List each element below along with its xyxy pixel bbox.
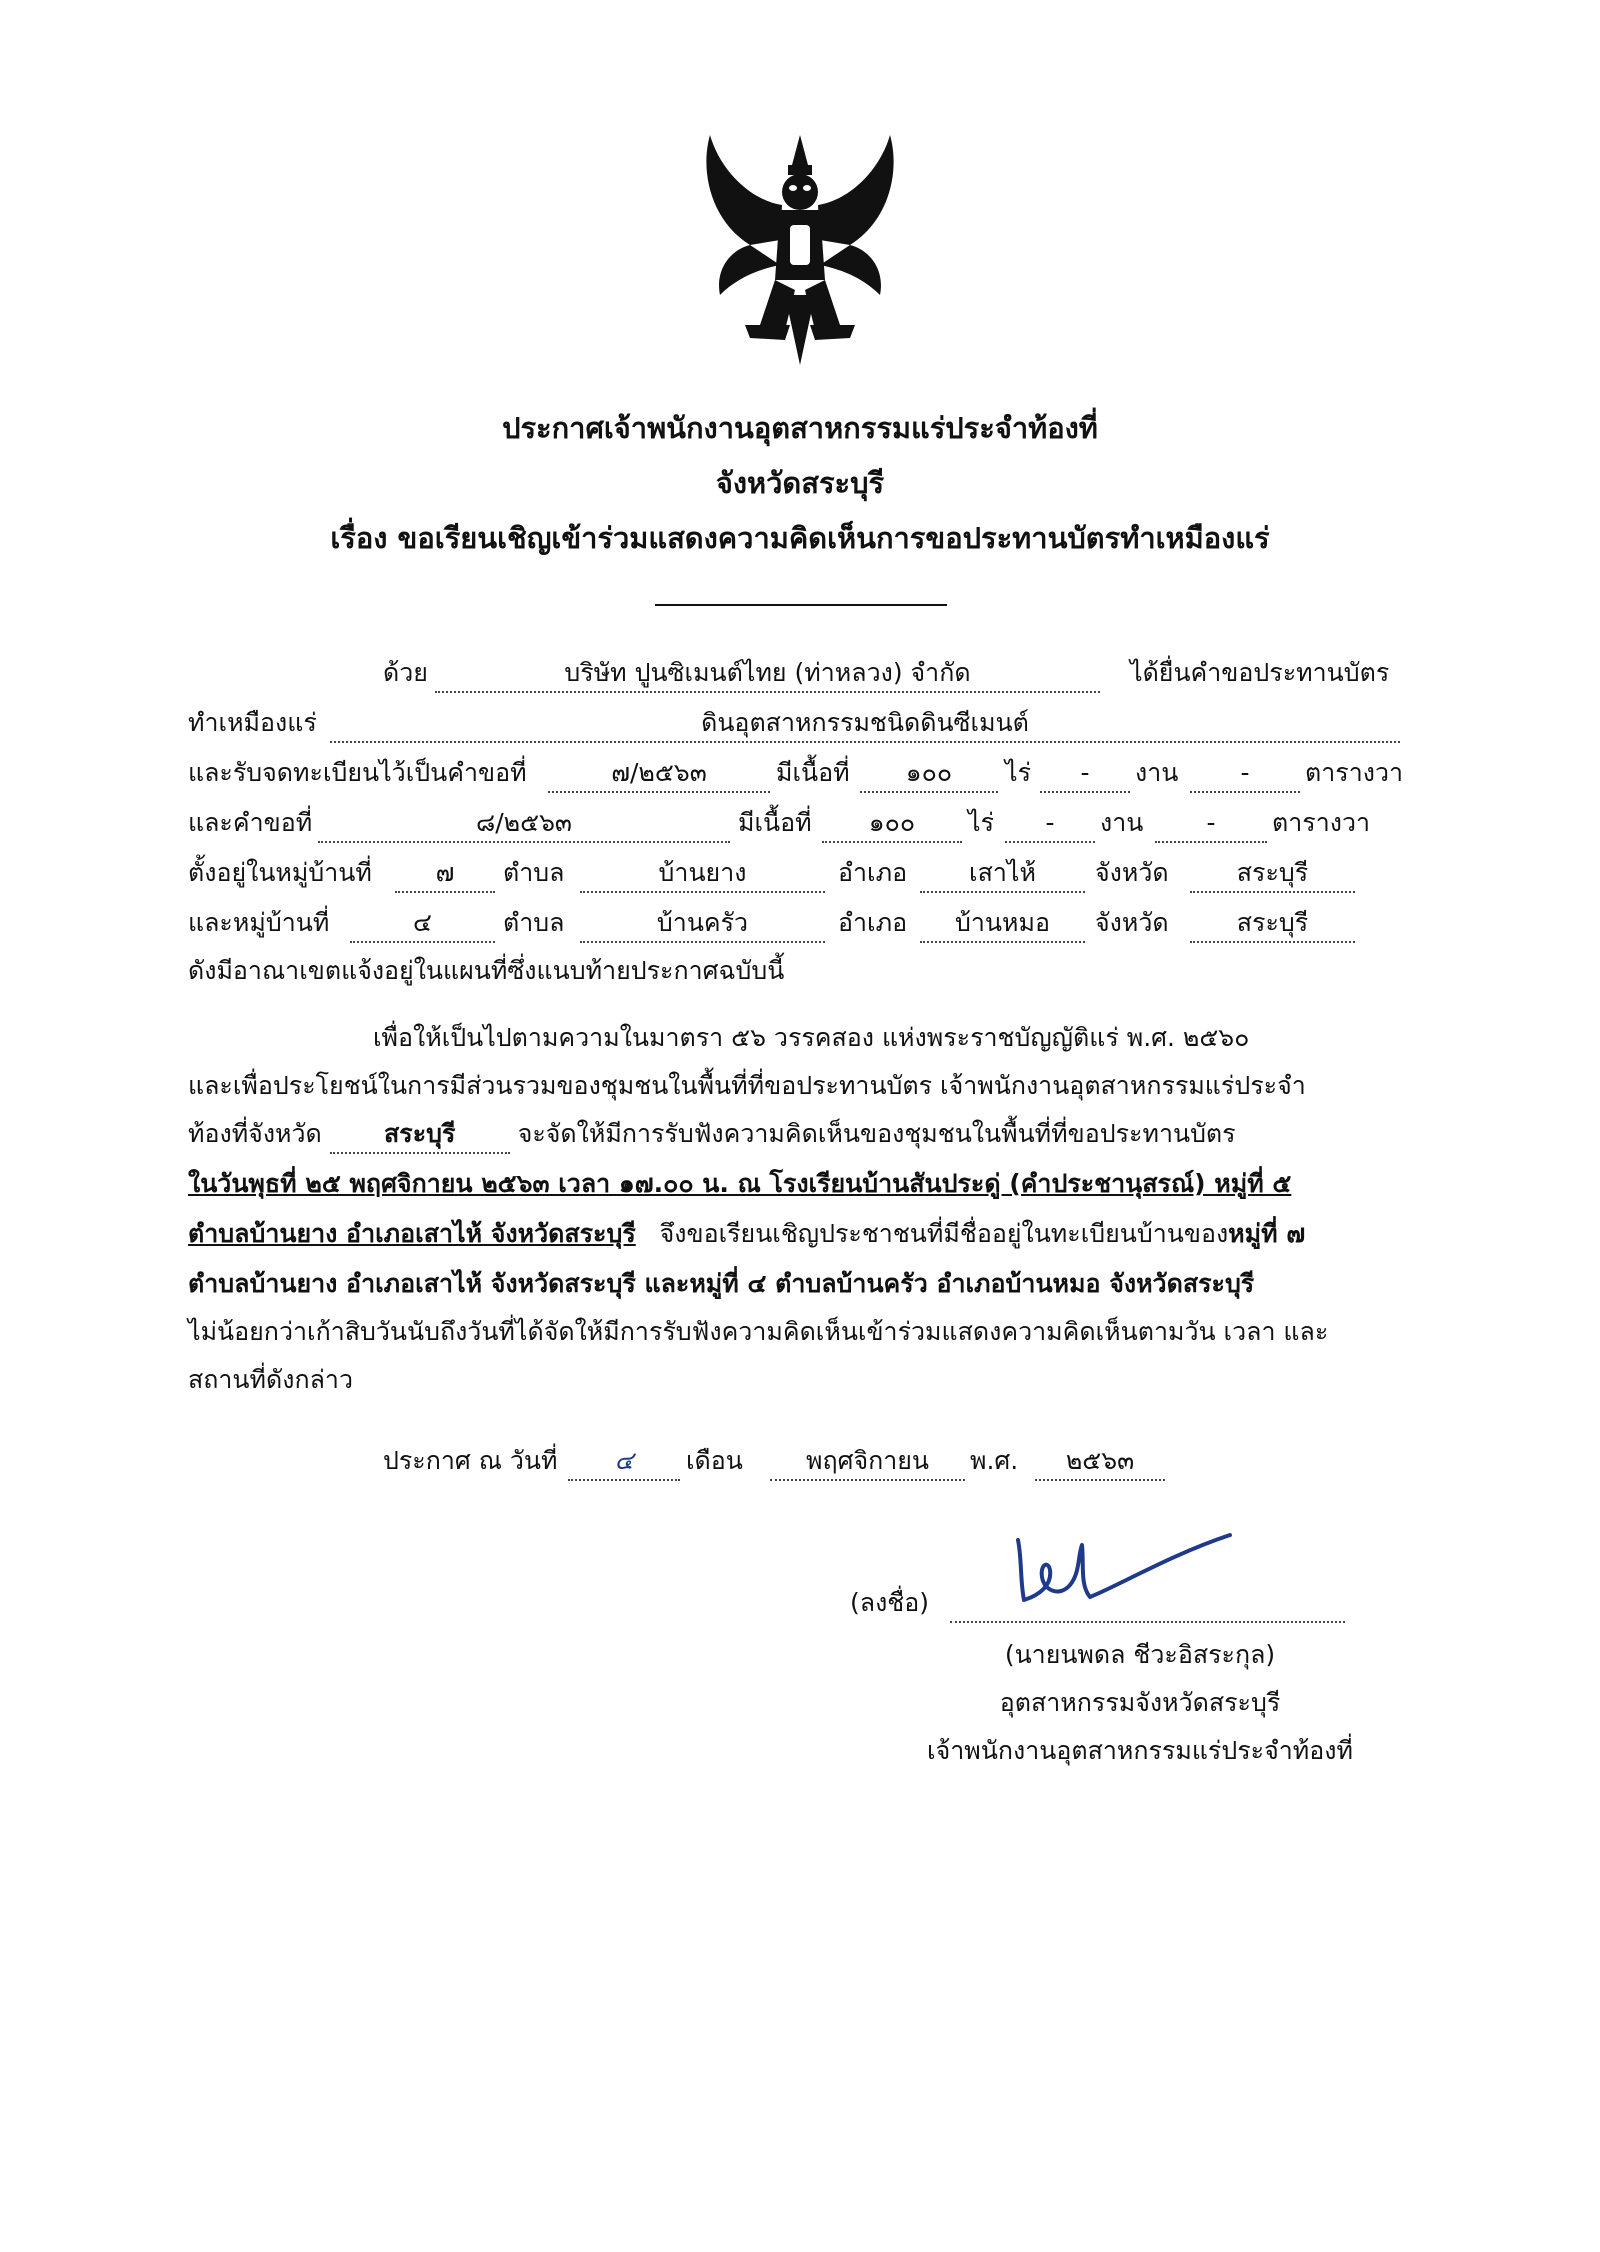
paragraph-line: ตำบลบ้านยาง อำเภอเสาไห้ จังหวัดสระบุรี และหมู่ที่ ๔ ตำบลบ้านครัว อำเภอบ้านหมอ จังหวัดสระบุรี: [188, 1269, 1255, 1298]
paragraph-line: และเพื่อประโยชน์ในการมีส่วนรวมของชุมชนในพื้นที่ที่ขอประทานบัตร เจ้าพนักงานอุตสาหกรรมแร่ประจำ: [188, 1071, 1306, 1100]
tambon-label-2: ตำบล: [503, 908, 565, 937]
announce-month: พฤศจิกายน: [770, 1443, 965, 1481]
wa-value-1: -: [1190, 755, 1300, 793]
signer-name: (นายนพดล ชีวะอิสระกุล): [1004, 1640, 1276, 1669]
ngan-label: งาน: [1135, 758, 1179, 787]
hearing-location: ตำบลบ้านยาง อำเภอเสาไห้ จังหวัดสระบุรี: [188, 1219, 636, 1248]
ngan-value-1: -: [1040, 755, 1130, 793]
province-1: สระบุรี: [1190, 855, 1355, 893]
company-field: บริษัท ปูนซิเมนต์ไทย (ท่าหลวง) จำกัด: [435, 655, 1100, 693]
paragraph-line: ไม่น้อยกว่าเก้าสิบวันนับถึงวันที่ได้จัดให้มีการรับฟังความคิดเห็นเข้าร่วมแสดงความคิดเห็นตามวัน เวลา และ: [188, 1317, 1329, 1346]
paragraph-line: [188, 1116, 1236, 1154]
rai-label: ไร่: [1005, 758, 1032, 787]
village-label-1: ตั้งอยู่ในหมู่บ้านที่: [188, 858, 372, 887]
garuda-emblem-icon: [690, 130, 910, 370]
village-no-1: ๗: [395, 855, 495, 893]
subject-title: เรื่อง ขอเรียนเชิญเข้าร่วมแสดงความคิดเห็นการขอประทานบัตรทำเหมืองแร่: [330, 521, 1270, 555]
wa-value-2: -: [1155, 805, 1267, 843]
area-label: มีเนื้อที่: [776, 758, 850, 787]
wa-label-2: ตารางวา: [1272, 808, 1371, 837]
by-label: ด้วย: [383, 658, 428, 687]
rai-value-2: ๑๐๐: [822, 805, 962, 843]
amphoe-label-1: อำเภอ: [838, 858, 908, 887]
mineral-field: ดินอุตสาหกรรมชนิดดินซีเมนต์: [330, 705, 1400, 743]
village-label-2: และหมู่บ้านที่: [188, 908, 330, 937]
signer-title: เจ้าพนักงานอุตสาหกรรมแร่ประจำท้องที่: [927, 1736, 1353, 1765]
hearing-province: สระบุรี: [330, 1116, 510, 1154]
tambon-label-1: ตำบล: [503, 858, 565, 887]
tambon-2: บ้านครัว: [580, 905, 825, 943]
boundary-text: ดังมีอาณาเขตแจ้งอยู่ในแผนที่ซึ่งแนบท้ายประกาศฉบับนี้: [188, 956, 785, 985]
paragraph-text: ท้องที่จังหวัด: [188, 1119, 322, 1148]
ngan-value-2: -: [1005, 805, 1095, 843]
title-divider: [655, 604, 947, 606]
tambon-1: บ้านยาง: [580, 855, 825, 893]
announce-label: ประกาศ ณ วันที่: [383, 1446, 558, 1475]
province-2: สระบุรี: [1190, 905, 1355, 943]
province-label-2: จังหวัด: [1095, 908, 1169, 937]
rai-value-1: ๑๐๐: [860, 755, 998, 793]
paragraph-line: สถานที่ดังกล่าว: [188, 1365, 353, 1394]
paragraph-line: [188, 1216, 1305, 1252]
ngan-label-2: งาน: [1100, 808, 1144, 837]
submitted-label: ได้ยื่นคำขอประทานบัตร: [1130, 658, 1390, 687]
mining-label: ทำเหมืองแร่: [188, 708, 317, 737]
province-title: จังหวัดสระบุรี: [715, 466, 885, 500]
signature-line: [950, 1585, 1345, 1623]
month-label: เดือน: [686, 1446, 743, 1475]
year-label: พ.ศ.: [970, 1446, 1019, 1475]
paragraph-line: เพื่อให้เป็นไปตามความในมาตรา ๕๖ วรรคสอง แห่งพระราชบัญญัติแร่ พ.ศ. ๒๕๖๐: [373, 1023, 1250, 1052]
request-no-2: ๘/๒๕๖๓: [318, 805, 730, 843]
request-label-2: และคำขอที่: [188, 808, 313, 837]
signer-position: อุตสาหกรรมจังหวัดสระบุรี: [999, 1688, 1281, 1717]
amphoe-1: เสาไห้: [920, 855, 1085, 893]
hearing-date-line: ในวันพุธที่ ๒๕ พฤศจิกายน ๒๕๖๓ เวลา ๑๗.๐๐ น. ณ โรงเรียนบ้านสันประดู่ (คำประชานุสรณ์) หมู่ที่ ๕: [188, 1169, 1292, 1198]
announcement-title: ประกาศเจ้าพนักงานอุตสาหกรรมแร่ประจำท้องที่: [502, 411, 1098, 445]
wa-label: ตารางวา: [1305, 758, 1404, 787]
paragraph-text: จะจัดให้มีการรับฟังความคิดเห็นของชุมชนในพื้นที่ที่ขอประทานบัตร: [517, 1119, 1236, 1148]
request-no-1: ๗/๒๕๖๓: [548, 755, 770, 793]
village-highlight: หมู่ที่ ๗: [1228, 1219, 1306, 1248]
paragraph-text: จึงขอเรียนเชิญประชาชนที่มีชื่ออยู่ในทะเบียนบ้านของ: [659, 1219, 1229, 1248]
amphoe-2: บ้านหมอ: [920, 905, 1085, 943]
village-no-2: ๔: [350, 905, 495, 943]
announce-day: ๔: [568, 1443, 680, 1481]
sign-label: (ลงชื่อ): [850, 1588, 930, 1617]
area-label-2: มีเนื้อที่: [738, 808, 812, 837]
province-label-1: จังหวัด: [1095, 858, 1169, 887]
amphoe-label-2: อำเภอ: [838, 908, 908, 937]
registered-label: และรับจดทะเบียนไว้เป็นคำขอที่: [188, 758, 527, 787]
rai-label-2: ไร่: [968, 808, 995, 837]
announce-year: ๒๕๖๓: [1035, 1443, 1165, 1481]
